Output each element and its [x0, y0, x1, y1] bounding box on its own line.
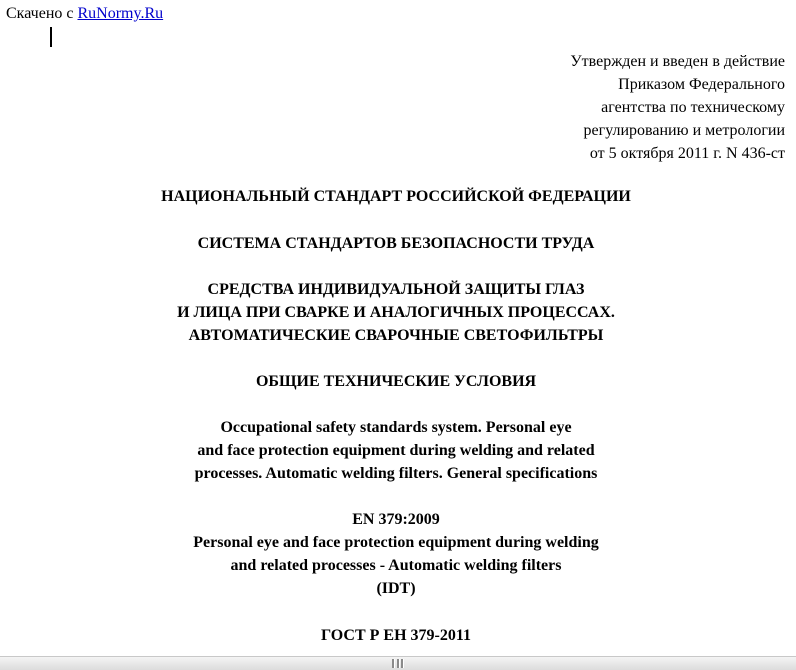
heading-line: АВТОМАТИЧЕСКИЕ СВАРОЧНЫЕ СВЕТОФИЛЬТРЫ: [188, 327, 604, 344]
approval-line: регулированию и метрологии: [583, 122, 785, 139]
approval-line: Приказом Федерального: [618, 76, 785, 93]
heading-line: ГОСТ Р ЕН 379-2011: [321, 627, 471, 644]
heading-line: Occupational safety standards system. Personal eye: [220, 419, 572, 436]
approval-line: от 5 октября 2011 г. N 436-ст: [589, 145, 785, 162]
heading-line: И ЛИЦА ПРИ СВАРКЕ И АНАЛОГИЧНЫХ ПРОЦЕССАХ.: [177, 304, 615, 321]
gost-heading: [0, 624, 792, 647]
heading-line: СИСТЕМА СТАНДАРТОВ БЕЗОПАСНОСТИ ТРУДА: [197, 235, 595, 252]
heading-line: EN 379:2009: [352, 511, 440, 528]
approval-line: Утвержден и введен в действие: [570, 53, 785, 70]
horizontal-scrollbar[interactable]: [0, 656, 796, 670]
runormy-link[interactable]: RuNormy.Ru: [77, 5, 164, 22]
heading-line: and face protection equipment during welding and related: [197, 442, 595, 459]
source-prefix: Скачено с: [6, 5, 78, 22]
text-cursor: [50, 27, 52, 47]
source-line: [6, 4, 163, 24]
system-heading: [0, 232, 792, 255]
heading-line: processes. Automatic welding filters. General specifications: [194, 465, 598, 482]
title-heading: [0, 278, 792, 347]
approval-block: [570, 50, 785, 165]
heading-line: (IDT): [376, 580, 416, 597]
national-standard-heading: [0, 185, 792, 208]
heading-line: ОБЩИЕ ТЕХНИЧЕСКИЕ УСЛОВИЯ: [255, 373, 537, 390]
en-standard-block: [0, 508, 792, 600]
heading-line: and related processes - Automatic welding filters: [230, 557, 562, 574]
english-title: [0, 416, 792, 485]
heading-line: Personal eye and face protection equipment during welding: [193, 534, 599, 551]
heading-line: СРЕДСТВА ИНДИВИДУАЛЬНОЙ ЗАЩИТЫ ГЛАЗ: [207, 281, 585, 298]
scrollbar-grip-icon[interactable]: [392, 659, 404, 668]
heading-line: НАЦИОНАЛЬНЫЙ СТАНДАРТ РОССИЙСКОЙ ФЕДЕРАЦИИ: [161, 188, 631, 205]
approval-line: агентства по техническому: [601, 99, 785, 116]
general-specs-heading: [0, 370, 792, 393]
